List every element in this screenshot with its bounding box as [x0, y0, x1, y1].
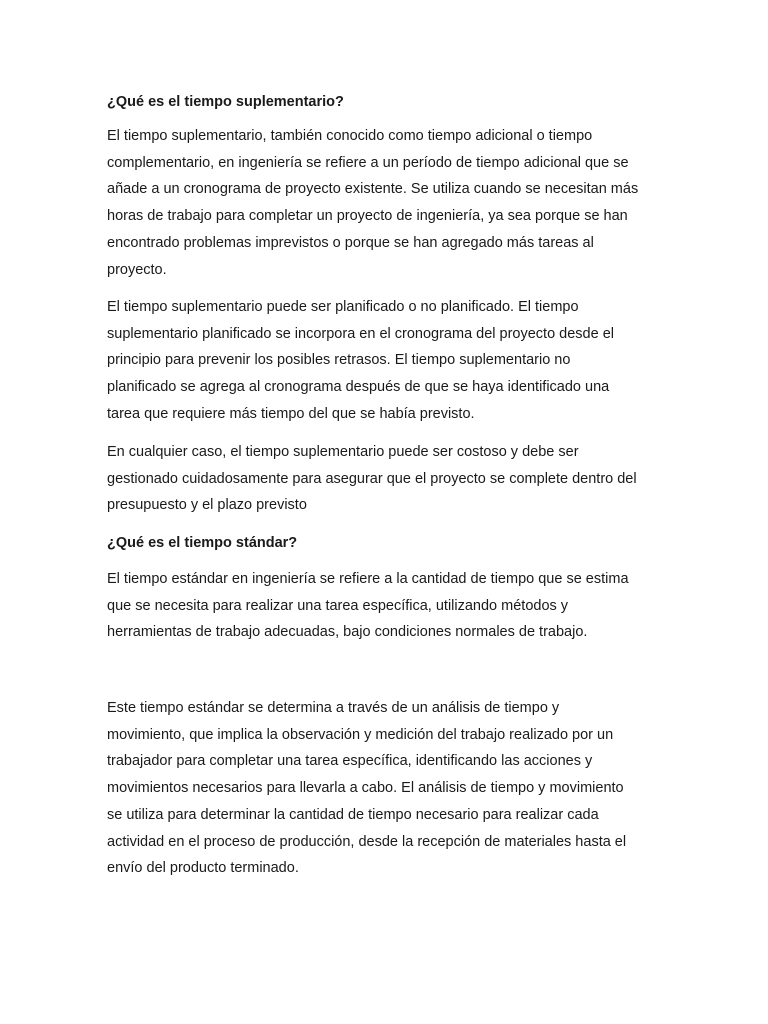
text-line: El tiempo suplementario puede ser planificado o no planificado. El tiempo [107, 299, 579, 315]
paragraph-estandar-analisis [107, 695, 667, 882]
text-line: herramientas de trabajo adecuadas, bajo condiciones normales de trabajo. [107, 624, 588, 641]
text-line: que se necesita para realizar una tarea específica, utilizando métodos y [107, 597, 569, 614]
text-line: planificado se agrega al cronograma después de que se haya identificado una [107, 379, 610, 396]
text-line: movimientos necesarios para llevarla a cabo. El análisis de tiempo y movimiento [107, 780, 624, 797]
text-line: trabajador para completar una tarea específica, identificando las acciones y [107, 753, 593, 770]
text-line: gestionado cuidadosamente para asegurar que el proyecto se complete dentro del [107, 470, 637, 487]
text-line: principio para prevenir los posibles retrasos. El tiempo suplementario no [107, 352, 571, 369]
text-line: envío del producto terminado. [107, 860, 299, 877]
text-line: suplementario planificado se incorpora en el cronograma del proyecto desde el [107, 325, 614, 342]
paragraph-estandar-definicion [107, 566, 667, 646]
text-line: El tiempo estándar en ingeniería se refiere a la cantidad de tiempo que se estima [107, 571, 629, 587]
text-line: presupuesto y el plazo previsto [107, 497, 307, 514]
text-line: proyecto. [107, 261, 167, 278]
paragraph-suplementario-costo [107, 439, 667, 519]
text-line: Este tiempo estándar se determina a través de un análisis de tiempo y [107, 700, 560, 716]
text-line: El tiempo suplementario, también conocido como tiempo adicional o tiempo [107, 128, 593, 144]
paragraph-suplementario-tipos [107, 294, 667, 428]
paragraph-suplementario-definicion [107, 123, 667, 283]
text-line: horas de trabajo para completar un proyecto de ingeniería, ya sea porque se han [107, 208, 628, 225]
text-line: actividad en el proceso de producción, desde la recepción de materiales hasta el [107, 833, 627, 850]
text-line: En cualquier caso, el tiempo suplementario puede ser costoso y debe ser [107, 444, 579, 460]
text-line: movimiento, que implica la observación y medición del trabajo realizado por un [107, 726, 614, 743]
text-line: se utiliza para determinar la cantidad de tiempo necesario para realizar cada [107, 806, 599, 823]
section-heading-estandar: ¿Qué es el tiempo stándar? [107, 535, 298, 551]
text-line: complementario, en ingeniería se refiere a un período de tiempo adicional que se [107, 154, 629, 171]
text-line: añade a un cronograma de proyecto existente. Se utiliza cuando se necesitan más [107, 181, 639, 198]
section-heading-suplementario: ¿Qué es el tiempo suplementario? [107, 94, 344, 110]
text-line: encontrado problemas imprevistos o porque se han agregado más tareas al [107, 234, 594, 251]
text-line: tarea que requiere más tiempo del que se había previsto. [107, 405, 475, 422]
